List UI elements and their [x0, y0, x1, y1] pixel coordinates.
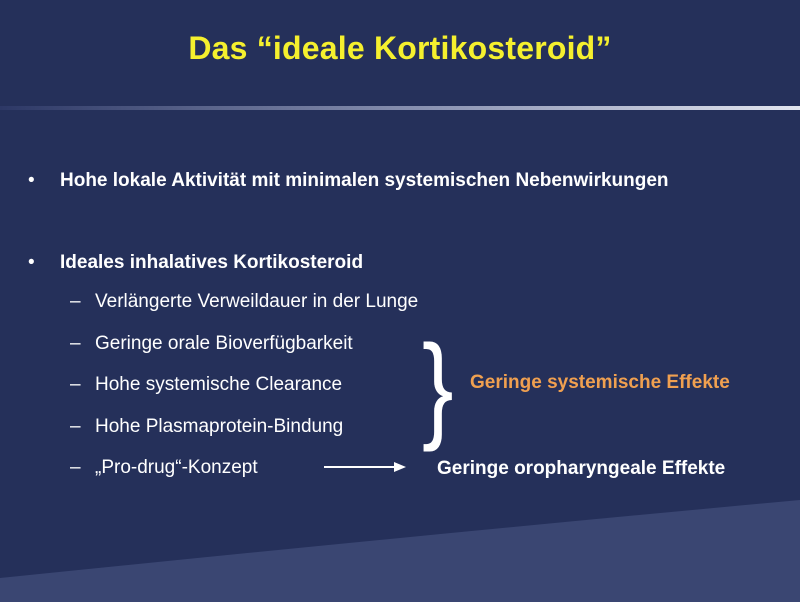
dash-icon: – [70, 333, 81, 354]
bullet-text: Hohe lokale Aktivität mit minimalen systemischen Nebenwirkungen [60, 170, 669, 191]
bullet-point-icon: • [28, 252, 35, 273]
systemic-effects-label: Geringe systemische Effekte [470, 372, 730, 393]
title-divider [0, 106, 800, 110]
bullet-text: Ideales inhalatives Kortikosteroid [60, 252, 364, 273]
sub-item-text: Hohe systemische Clearance [95, 374, 343, 395]
sub-item-text: Geringe orale Bioverfügbarkeit [95, 333, 353, 354]
curly-brace-icon: } [422, 321, 454, 453]
sub-item-text: Verlängerte Verweildauer in der Lunge [95, 291, 419, 312]
dash-icon: – [70, 291, 81, 312]
dash-icon: – [70, 457, 81, 478]
oropharyngeal-effects-label: Geringe oropharyngeale Effekte [437, 458, 726, 479]
right-arrow-icon [324, 461, 406, 473]
sub-item-text: Hohe Plasmaprotein-Bindung [95, 416, 344, 437]
bullet-point-icon: • [28, 170, 35, 191]
dash-icon: – [70, 416, 81, 437]
dash-icon: – [70, 374, 81, 395]
sub-item-text: „Pro-drug“-Konzept [95, 457, 258, 478]
slide-title: Das “ideale Kortikosteroid” [188, 30, 612, 66]
